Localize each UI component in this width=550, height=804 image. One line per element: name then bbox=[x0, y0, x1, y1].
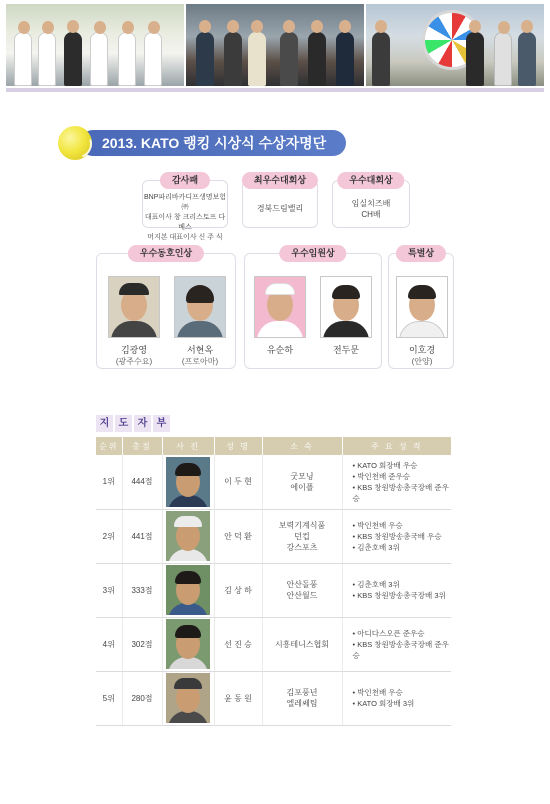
winner-photo bbox=[396, 276, 448, 338]
winner-card bbox=[107, 276, 161, 367]
score-cell: 280점 bbox=[122, 671, 162, 725]
award-tag: 우수임원상 bbox=[279, 245, 346, 262]
team-line: 에이플 bbox=[290, 482, 314, 492]
team-line: 시흥테니스협회 bbox=[274, 639, 330, 649]
page-title: 2013. KATO 랭킹 시상식 수상자명단 bbox=[80, 130, 346, 156]
team-line: 굿모닝 bbox=[290, 471, 314, 481]
name-cell: 윤 동 원 bbox=[214, 671, 262, 725]
coach-photo bbox=[166, 511, 210, 561]
results-cell bbox=[342, 563, 451, 617]
award-special bbox=[388, 248, 454, 369]
rank-cell: 1위 bbox=[96, 455, 122, 509]
winner-affiliation: (안양) bbox=[411, 357, 433, 366]
winner-name: 서현옥 bbox=[186, 345, 214, 355]
coach-photo bbox=[166, 565, 210, 615]
result-line: • KATO 회장배 3위 bbox=[352, 699, 415, 708]
award-line: 머지본 대표이사 신 주 식 bbox=[147, 234, 223, 241]
team-line: 안산돌풍 bbox=[286, 580, 318, 589]
winner-name: 전두문 bbox=[332, 345, 360, 355]
result-line: • 김춘호배 3위 bbox=[352, 580, 400, 589]
result-line: • 아디다스오픈 준우승 bbox=[352, 628, 425, 638]
award-line: 대표이사 창 크리스토프 다베스 bbox=[144, 214, 226, 231]
result-line: • KBS 창원방송총국장배 준우승 bbox=[352, 482, 449, 503]
award-official bbox=[244, 248, 382, 369]
header-photo: 사 진 bbox=[162, 437, 214, 455]
team-cell bbox=[262, 455, 342, 509]
team-line: 보력기계식품 bbox=[278, 520, 326, 530]
winner-name: 김광영 bbox=[120, 345, 148, 355]
results-cell bbox=[342, 671, 451, 725]
award-tag: 우수대회상 bbox=[337, 172, 404, 189]
name-cell: 김 상 하 bbox=[214, 563, 262, 617]
rank-cell: 4위 bbox=[96, 617, 122, 671]
team-cell bbox=[262, 617, 342, 671]
result-line: • 박인천배 준우승 bbox=[352, 471, 411, 481]
table-row bbox=[96, 455, 451, 509]
coach-photo bbox=[166, 673, 210, 723]
score-cell: 441점 bbox=[122, 509, 162, 563]
table-row bbox=[96, 671, 451, 725]
header-photo-strip bbox=[6, 4, 544, 86]
name-cell: 선 진 승 bbox=[214, 617, 262, 671]
award-line: 임실치즈배 bbox=[351, 199, 391, 208]
winner-name: 이호경 bbox=[408, 345, 436, 355]
rank-cell: 2위 bbox=[96, 509, 122, 563]
results-cell bbox=[342, 455, 451, 509]
winner-photo bbox=[174, 276, 226, 338]
name-cell: 안 덕 환 bbox=[214, 509, 262, 563]
coaches-section-heading bbox=[96, 415, 170, 432]
score-cell: 302점 bbox=[122, 617, 162, 671]
winner-affiliation: (프로아마) bbox=[181, 357, 219, 366]
score-cell: 444점 bbox=[122, 455, 162, 509]
event-photo-2 bbox=[186, 4, 364, 86]
team-cell bbox=[262, 509, 342, 563]
winner-name: 유순하 bbox=[266, 345, 294, 355]
team-cell bbox=[262, 563, 342, 617]
coach-photo bbox=[166, 619, 210, 669]
result-line: • KBS 창원방송총국장배 3위 bbox=[352, 591, 446, 600]
result-line: • 박인천배 우승 bbox=[352, 688, 403, 697]
award-line: BNP파리바카디프생명보험㈜ bbox=[143, 194, 226, 211]
result-line: • KBS 창원방송총국배 우승 bbox=[352, 531, 442, 541]
photo-cell bbox=[162, 455, 214, 509]
result-line: • KATO 회장배 우승 bbox=[352, 460, 418, 470]
winner-card bbox=[253, 276, 307, 356]
photo-cell bbox=[162, 671, 214, 725]
score-cell: 333점 bbox=[122, 563, 162, 617]
table-row bbox=[96, 617, 451, 671]
award-line: CH배 bbox=[361, 210, 381, 219]
heading-char: 도 bbox=[115, 415, 132, 432]
result-line: • 박인천배 우승 bbox=[352, 520, 403, 530]
team-line: 김포풍년 bbox=[286, 688, 318, 697]
winner-card bbox=[319, 276, 373, 356]
tennis-ball-icon bbox=[58, 126, 92, 160]
team-cell bbox=[262, 671, 342, 725]
award-tag: 최우수대회상 bbox=[242, 172, 318, 189]
result-line: • KBS 창원방송총국장배 준우승 bbox=[352, 639, 449, 660]
header-rank: 순위 bbox=[96, 437, 122, 455]
team-line: 던컵 bbox=[294, 531, 310, 541]
rank-cell: 3위 bbox=[96, 563, 122, 617]
heading-char: 부 bbox=[153, 415, 170, 432]
rank-cell: 5위 bbox=[96, 671, 122, 725]
header-name: 성 명 bbox=[214, 437, 262, 455]
award-recipients bbox=[333, 198, 409, 220]
heading-char: 자 bbox=[134, 415, 151, 432]
award-best-tournament bbox=[242, 175, 318, 228]
event-photo-1 bbox=[6, 4, 184, 86]
award-club-member bbox=[96, 248, 236, 369]
coach-photo bbox=[166, 457, 210, 507]
name-cell: 이 두 현 bbox=[214, 455, 262, 509]
award-tag: 우수동호인상 bbox=[128, 245, 204, 262]
header-team: 소 속 bbox=[262, 437, 342, 455]
header-results: 주 요 성 적 bbox=[342, 437, 451, 455]
heading-char: 지 bbox=[96, 415, 113, 432]
award-line: 경북드림밸리 bbox=[256, 204, 304, 213]
winner-card bbox=[395, 276, 449, 367]
award-recipients bbox=[243, 203, 317, 214]
team-line: 강스포츠 bbox=[286, 542, 318, 552]
winner-affiliation: (광주수요) bbox=[115, 357, 153, 366]
winner-card bbox=[173, 276, 227, 367]
winner-photo bbox=[254, 276, 306, 338]
winner-photo bbox=[320, 276, 372, 338]
table-row bbox=[96, 509, 451, 563]
award-appreciation bbox=[142, 175, 228, 241]
page-title-block bbox=[58, 128, 348, 160]
divider-band bbox=[6, 88, 544, 92]
award-excellent-tournament bbox=[332, 175, 410, 228]
table-row bbox=[96, 563, 451, 617]
coach-ranking-table bbox=[96, 437, 451, 726]
award-tag: 특별상 bbox=[396, 245, 446, 262]
header-score: 총점 bbox=[122, 437, 162, 455]
photo-cell bbox=[162, 617, 214, 671]
table-header-row bbox=[96, 437, 451, 455]
winner-photo bbox=[108, 276, 160, 338]
results-cell bbox=[342, 509, 451, 563]
team-line: 엘레쎄팀 bbox=[286, 699, 318, 708]
award-recipients bbox=[143, 193, 227, 243]
results-cell bbox=[342, 617, 451, 671]
photo-cell bbox=[162, 509, 214, 563]
event-photo-3 bbox=[366, 4, 544, 86]
result-line: • 김춘호배 3위 bbox=[352, 542, 400, 552]
award-tag: 감사패 bbox=[160, 172, 210, 189]
team-line: 안산월드 bbox=[286, 591, 318, 600]
photo-cell bbox=[162, 563, 214, 617]
